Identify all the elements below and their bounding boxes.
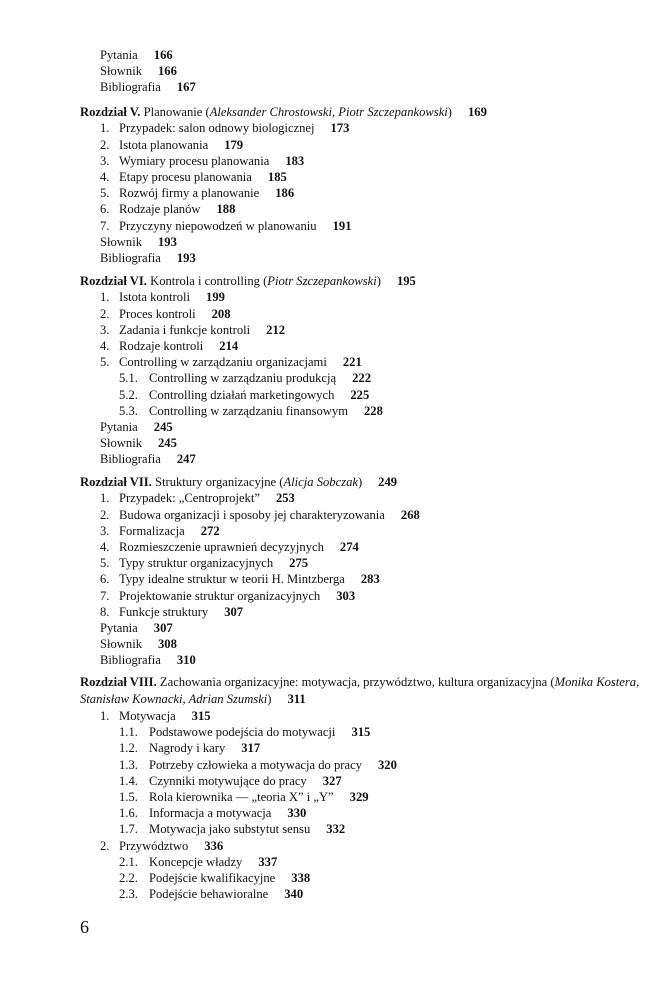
toc-entry: 2. Przywództwo 336 [100, 838, 224, 853]
toc-entry: 1. Przypadek: „Centroprojekt” 253 [100, 491, 295, 506]
toc-entry: 3. Formalizacja 272 [100, 523, 220, 538]
chapter-7 [80, 474, 640, 668]
toc-entry: 7. Przyczyny niepowodzeń w planowaniu 191 [100, 218, 352, 233]
toc-subentry: 5.2. Controlling działań marketingowych 225 [119, 387, 370, 402]
toc-entry: 8. Funkcje struktury 307 [100, 604, 244, 619]
toc-entry: 1. Przypadek: salon odnowy biologicznej 173 [100, 121, 350, 136]
toc-subentry: 1.3. Potrzeby człowieka a motywacja do pracy 320 [119, 757, 397, 772]
toc-entry: 6. Typy idealne struktur w teorii H. Mintzberga 283 [100, 572, 380, 587]
toc-entry: 6. Rodzaje planów 188 [100, 202, 236, 217]
toc-subentry: 1.1. Podstawowe podejścia do motywacji 315 [119, 725, 371, 740]
toc-subentry: 2.3. Podejście behawioralne 340 [119, 887, 304, 902]
toc-entry: 2. Proces kontroli 208 [100, 306, 231, 321]
toc-entry: 4. Rozmieszczenie uprawnień decyzyjnych 274 [100, 539, 359, 554]
toc-entry: Słownik 308 [100, 637, 177, 652]
toc-subentry: 2.2. Podejście kwalifikacyjne 338 [119, 870, 311, 885]
toc-subentry: 5.1. Controlling w zarządzaniu produkcją 222 [119, 371, 371, 386]
chapter-8 [80, 674, 640, 902]
toc-entry: 4. Rodzaje kontroli 214 [100, 338, 239, 353]
chapter-5 [80, 104, 640, 266]
chapter-heading: Rozdział V. Planowanie (Aleksander Chrostowski, Piotr Szczepankowski) 169 [80, 105, 487, 119]
toc-entry: 5. Controlling w zarządzaniu organizacjami 221 [100, 355, 362, 370]
toc-entry: Bibliografia 193 [100, 250, 196, 265]
toc-entry: Słownik 193 [100, 234, 177, 249]
toc-entry: Pytania 307 [100, 620, 173, 635]
toc-entry: 3. Zadania i funkcje kontroli 212 [100, 322, 286, 337]
toc-entry: 1. Motywacja 315 [100, 709, 211, 723]
toc-entry: 5. Typy struktur organizacyjnych 275 [100, 556, 309, 571]
toc-entry: 3. Wymiary procesu planowania 183 [100, 153, 305, 168]
toc-entry: 1. Istota kontroli 199 [100, 290, 225, 305]
toc-entry: 4. Etapy procesu planowania 185 [100, 169, 287, 184]
toc-subentry: 1.6. Informacja a motywacja 330 [119, 806, 307, 821]
toc-entry: 2. Budowa organizacji i sposoby jej charakteryzowania 268 [100, 507, 420, 522]
page-number: 6 [80, 917, 89, 937]
toc-subentry: 1.5. Rola kierownika — „teoria X” i „Y” 329 [119, 789, 369, 804]
chapter-heading: Rozdział VII. Struktury organizacyjne (Alicja Sobczak) 249 [80, 475, 398, 489]
toc-entry: Bibliografia 310 [100, 653, 196, 668]
toc-entry: Bibliografia 167 [100, 80, 196, 95]
chapter-heading: Rozdział VI. Kontrola i controlling (Piotr Szczepankowski) 195 [80, 274, 416, 288]
chapter-heading: Rozdział VIII. Zachowania organizacyjne: motywacja, przywództwo, kultura organizacyjna (Monika Kostera, Stanisław Kownacki, Adrian Szumski) 311 [80, 675, 640, 706]
toc-subentry: 1.2. Nagrody i kary 317 [119, 741, 261, 756]
toc-subentry: 2.1. Koncepcje władzy 337 [119, 854, 278, 869]
toc-entry: Pytania 245 [100, 419, 173, 434]
toc-entry: 5. Rozwój firmy a planowanie 186 [100, 186, 295, 201]
toc-entry: Pytania 166 [100, 48, 173, 62]
toc-entry: 7. Projektowanie struktur organizacyjnych 303 [100, 588, 356, 603]
toc-entry: Bibliografia 247 [100, 452, 196, 467]
toc-entry: Słownik 166 [100, 64, 177, 79]
toc-entry: 2. Istota planowania 179 [100, 137, 244, 152]
toc-subentry: 5.3. Controlling w zarządzaniu finansowym 228 [119, 403, 383, 418]
toc-subentry: 1.7. Motywacja jako substytut sensu 332 [119, 822, 346, 837]
chapter-6 [80, 273, 640, 467]
toc-subentry: 1.4. Czynniki motywujące do pracy 327 [119, 773, 342, 788]
toc-entry: Słownik 245 [100, 436, 177, 451]
toc-continuation [80, 47, 640, 96]
